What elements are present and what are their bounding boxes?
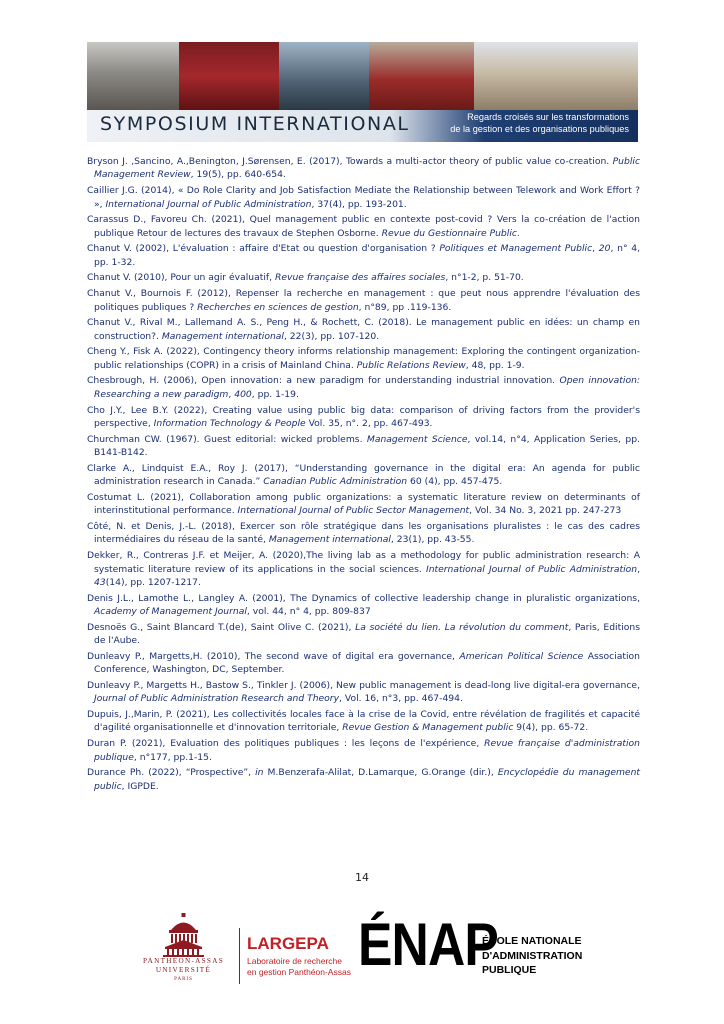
pantheon-assas-line: PANTHÉON-ASSAS bbox=[142, 957, 225, 965]
logo-divider bbox=[239, 928, 240, 984]
reference-text: , 48, pp. 1-9. bbox=[465, 359, 525, 371]
reference-text: , 22(3), pp. 107-120. bbox=[283, 330, 380, 342]
reference-entry bbox=[87, 650, 640, 677]
reference-entry bbox=[87, 184, 640, 211]
reference-text: Association Conference, Washington, DC, September. bbox=[94, 650, 641, 676]
reference-italic-text: 400 bbox=[234, 388, 252, 400]
reference-entry bbox=[87, 708, 640, 735]
reference-text: , IGPDE. bbox=[121, 780, 159, 792]
reference-entry bbox=[87, 213, 640, 240]
reference-text: , 23(1), pp. 43-55. bbox=[390, 534, 475, 546]
reference-text: . bbox=[516, 227, 520, 239]
enap-fullname-line: PUBLIQUE bbox=[482, 964, 537, 976]
reference-text: Dupuis, J.,Marin, P. (2021), Les collectivités locales face à la crise de la Covid, entre révélation de fragilités et capacité d'agilité organisationnelle et d'innovation territoriale, bbox=[87, 709, 640, 734]
reference-text: , n°89, pp .119-136. bbox=[358, 301, 452, 313]
reference-italic-text: Management international bbox=[268, 534, 391, 546]
reference-text: , bbox=[637, 563, 641, 575]
reference-italic-text: Revue du Gestionnaire Public bbox=[381, 227, 517, 239]
reference-text: Dunleavy P., Margetts H., Bastow S., Tinkler J. (2006), New public management is dead-long live digital-era governance, bbox=[87, 679, 640, 691]
pantheon-assas-logo bbox=[132, 913, 235, 988]
reference-italic-text: 43 bbox=[94, 576, 106, 588]
reference-text: Chanut V. (2002), L'évaluation : affaire d'Etat ou question d'organisation ? bbox=[87, 243, 440, 255]
subtitle-line: de la gestion et des organisations publiques bbox=[450, 124, 629, 134]
reference-italic-text: Open innovation: Researching a new paradigm bbox=[94, 375, 640, 400]
reference-text: , vol. 44, n° 4, pp. 809-837 bbox=[246, 606, 371, 618]
reference-text: , bbox=[592, 243, 599, 255]
reference-text: Churchman CW. (1967). Guest editorial: wicked problems. bbox=[87, 433, 367, 445]
reference-entry bbox=[87, 433, 640, 460]
reference-italic-text: International Journal of Public Sector Management bbox=[237, 505, 470, 517]
reference-text: Costumat L. (2021), Collaboration among public organizations: a systematic literature review on determinants of interinstitutional performance. bbox=[87, 491, 640, 517]
enap-fullname-line: D'ADMINISTRATION bbox=[482, 949, 583, 962]
reference-text: , 19(5), pp. 640-654. bbox=[190, 169, 286, 181]
reference-text: , vol.14, n°4, Application Series, pp. B141-B142. bbox=[94, 433, 640, 459]
reference-italic-text: International Journal of Public Administration bbox=[105, 198, 312, 210]
reference-entry bbox=[87, 242, 640, 269]
reference-text: Duran P. (2021), Evaluation des politiques publiques : les leçons de l'expérience, bbox=[87, 738, 485, 750]
reference-entry bbox=[87, 404, 640, 431]
reference-italic-text: Journal of Public Administration Research and Theory bbox=[94, 693, 340, 705]
subtitle-line: Regards croisés sur les transformations bbox=[467, 112, 629, 122]
banner-photo bbox=[179, 42, 279, 110]
reference-text: Cheng Y., Fisk A. (2022), Contingency theory informs relationship management: Exploring the contingent organization-public relationships (COPR) in a crisis of Mainland China. bbox=[87, 346, 640, 371]
page-number: 14 bbox=[355, 871, 369, 884]
reference-entry bbox=[87, 374, 640, 401]
reference-text: Chanut V. (2010), Pour un agir évaluatif, bbox=[87, 272, 275, 284]
reference-italic-text: Public Management Review bbox=[94, 156, 640, 181]
reference-italic-text: Politiques et Management Public bbox=[439, 243, 593, 255]
reference-text: , Vol. 34 No. 3, 2021 pp. 247-273 bbox=[469, 505, 622, 517]
reference-text: Durance Ph. (2022), “Prospective”, bbox=[87, 767, 256, 779]
reference-italic-text: Management international bbox=[161, 330, 284, 342]
reference-entry bbox=[87, 462, 640, 489]
reference-text: , Paris, Editions de l'Aube. bbox=[94, 621, 640, 647]
pantheon-assas-name bbox=[132, 957, 235, 975]
reference-entry bbox=[87, 316, 640, 343]
pantheon-dome-icon bbox=[132, 913, 235, 957]
reference-entry bbox=[87, 737, 640, 764]
reference-entry bbox=[87, 271, 640, 284]
banner-photo bbox=[87, 42, 179, 110]
reference-text: Clarke A., Lindquist E.A., Roy J. (2017), “Understanding governance in the digital era: An agenda for public administration research in Canada.” bbox=[87, 462, 640, 488]
reference-text: Vol. 35, n°. 2, pp. 467-493. bbox=[305, 417, 433, 429]
reference-entry bbox=[87, 592, 640, 619]
reference-italic-text: Public Relations Review bbox=[356, 359, 466, 371]
reference-italic-text: in bbox=[255, 767, 264, 779]
enap-fullname-line: ÉCOLE NATIONALE bbox=[482, 935, 582, 947]
reference-text: 60 (4), pp. 457-475. bbox=[407, 476, 503, 488]
reference-italic-text: La société du lien. La révolution du comment bbox=[355, 621, 569, 633]
reference-text: Desnoës G., Saint Blancard T.(de), Saint Olive C. (2021), bbox=[87, 621, 356, 633]
banner-photo bbox=[369, 42, 474, 110]
reference-entry bbox=[87, 345, 640, 372]
reference-text: Chanut V., Bournois F. (2012), Repenser la recherche en management : que peut nous apprendre l'évaluation des politiques publiques ? bbox=[87, 288, 640, 313]
reference-text: Dunleavy P., Margetts,H. (2010), The second wave of digital era governance, bbox=[87, 650, 460, 662]
reference-entry bbox=[87, 766, 640, 793]
reference-italic-text: American Political Science bbox=[459, 650, 584, 662]
banner-photo bbox=[279, 42, 369, 110]
reference-text: , bbox=[228, 388, 235, 400]
reference-list bbox=[87, 155, 640, 795]
largepa-subtitle bbox=[247, 956, 351, 978]
reference-italic-text: Revue française des affaires sociales bbox=[274, 272, 446, 284]
reference-italic-text: Academy of Management Journal bbox=[94, 606, 247, 618]
reference-entry bbox=[87, 621, 640, 648]
reference-italic-text: Recherches en sciences de gestion bbox=[197, 301, 359, 313]
reference-italic-text: Revue Gestion & Management public bbox=[342, 722, 514, 734]
reference-italic-text: International Journal of Public Administration bbox=[425, 563, 638, 575]
reference-text: Carassus D., Favoreu Ch. (2021), Quel management public en contexte post-covid ? Vers la co-création de l'action publique Retour de lectures des travaux de Stephen Osborne. bbox=[87, 214, 640, 239]
reference-entry bbox=[87, 520, 640, 547]
reference-text: Cho J.Y., Lee B.Y. (2022), Creating value using public big data: comparison of driving factors from the provider's perspective, bbox=[87, 404, 640, 429]
reference-text: Chesbrough, H. (2006), Open innovation: a new paradigm for understanding industrial innovation. bbox=[87, 375, 560, 387]
pantheon-assas-city: PARIS bbox=[174, 977, 193, 982]
header-banner bbox=[87, 42, 638, 142]
reference-text: 9(4), pp. 65-72. bbox=[513, 722, 589, 734]
largepa-logo: LARGEPA bbox=[247, 934, 329, 953]
banner-photo bbox=[474, 42, 638, 110]
symposium-subtitle bbox=[414, 111, 629, 135]
reference-italic-text: Canadian Public Administration bbox=[263, 476, 408, 488]
reference-entry bbox=[87, 491, 640, 518]
reference-italic-text: Information Technology & People bbox=[153, 417, 306, 429]
reference-italic-text: Revue française d'administration publique bbox=[94, 738, 640, 763]
reference-text: Caillier J.G. (2014), « Do Role Clarity and Job Satisfaction Mediate the Relationship between Telework and Work Effort ? », bbox=[87, 185, 640, 210]
reference-entry bbox=[87, 549, 640, 589]
largepa-subtitle-line: Laboratoire de recherche bbox=[247, 956, 342, 966]
reference-text: Bryson J. ,Sancino, A.,Benington, J.Sørensen, E. (2017), Towards a multi-actor theory of public value co-creation. bbox=[87, 156, 613, 167]
reference-italic-text: Management Science bbox=[366, 433, 468, 445]
reference-text: , n°1-2, p. 51-70. bbox=[445, 272, 524, 284]
reference-text: Dekker, R., Contreras J.F. et Meijer, A. (2020),The living lab as a methodology for public administration research: A systematic literature review of its applications in the social sciences. bbox=[87, 550, 640, 575]
reference-text: , Vol. 16, n°3, pp. 467-494. bbox=[339, 693, 463, 705]
reference-italic-text: 20 bbox=[598, 243, 611, 255]
banner-photo-strip bbox=[87, 42, 638, 110]
reference-italic-text: Encyclopédie du management public bbox=[94, 767, 640, 792]
reference-text: Chanut V., Rival M., Lallemand A. S., Peng H., & Rochett, C. (2018). Le management public en idées: un champ en construction?. bbox=[87, 317, 640, 342]
reference-text: M.Benzerafa-Alilat, D.Lamarque, G.Orange (dir.), bbox=[263, 767, 498, 779]
enap-fullname bbox=[482, 934, 582, 978]
largepa-subtitle-line: en gestion Panthéon-Assas bbox=[247, 967, 351, 977]
reference-entry bbox=[87, 287, 640, 314]
reference-entry bbox=[87, 679, 640, 706]
reference-text: , n°177, pp.1-15. bbox=[133, 751, 212, 763]
pantheon-assas-line: UNIVERSITÉ bbox=[155, 966, 212, 974]
reference-text: , n° 4, pp. 1-32. bbox=[94, 243, 641, 268]
reference-text: , pp. 1-19. bbox=[251, 388, 299, 400]
reference-entry bbox=[87, 155, 640, 182]
reference-text: (14), pp. 1207-1217. bbox=[105, 576, 201, 588]
symposium-title: SYMPOSIUM INTERNATIONAL bbox=[100, 113, 410, 135]
reference-text: Côté, N. et Denis, J.-L. (2018), Exercer son rôle stratégique dans les organisations pluralistes : le cas des cadres intermédiaires du réseau de la santé, bbox=[87, 521, 640, 546]
reference-text: , 37(4), pp. 193-201. bbox=[311, 198, 407, 210]
reference-text: Denis J.L., Lamothe L., Langley A. (2001), The Dynamics of collective leadership change in pluralistic organizations, bbox=[87, 592, 640, 604]
enap-logo: ÉNAP bbox=[358, 911, 498, 978]
